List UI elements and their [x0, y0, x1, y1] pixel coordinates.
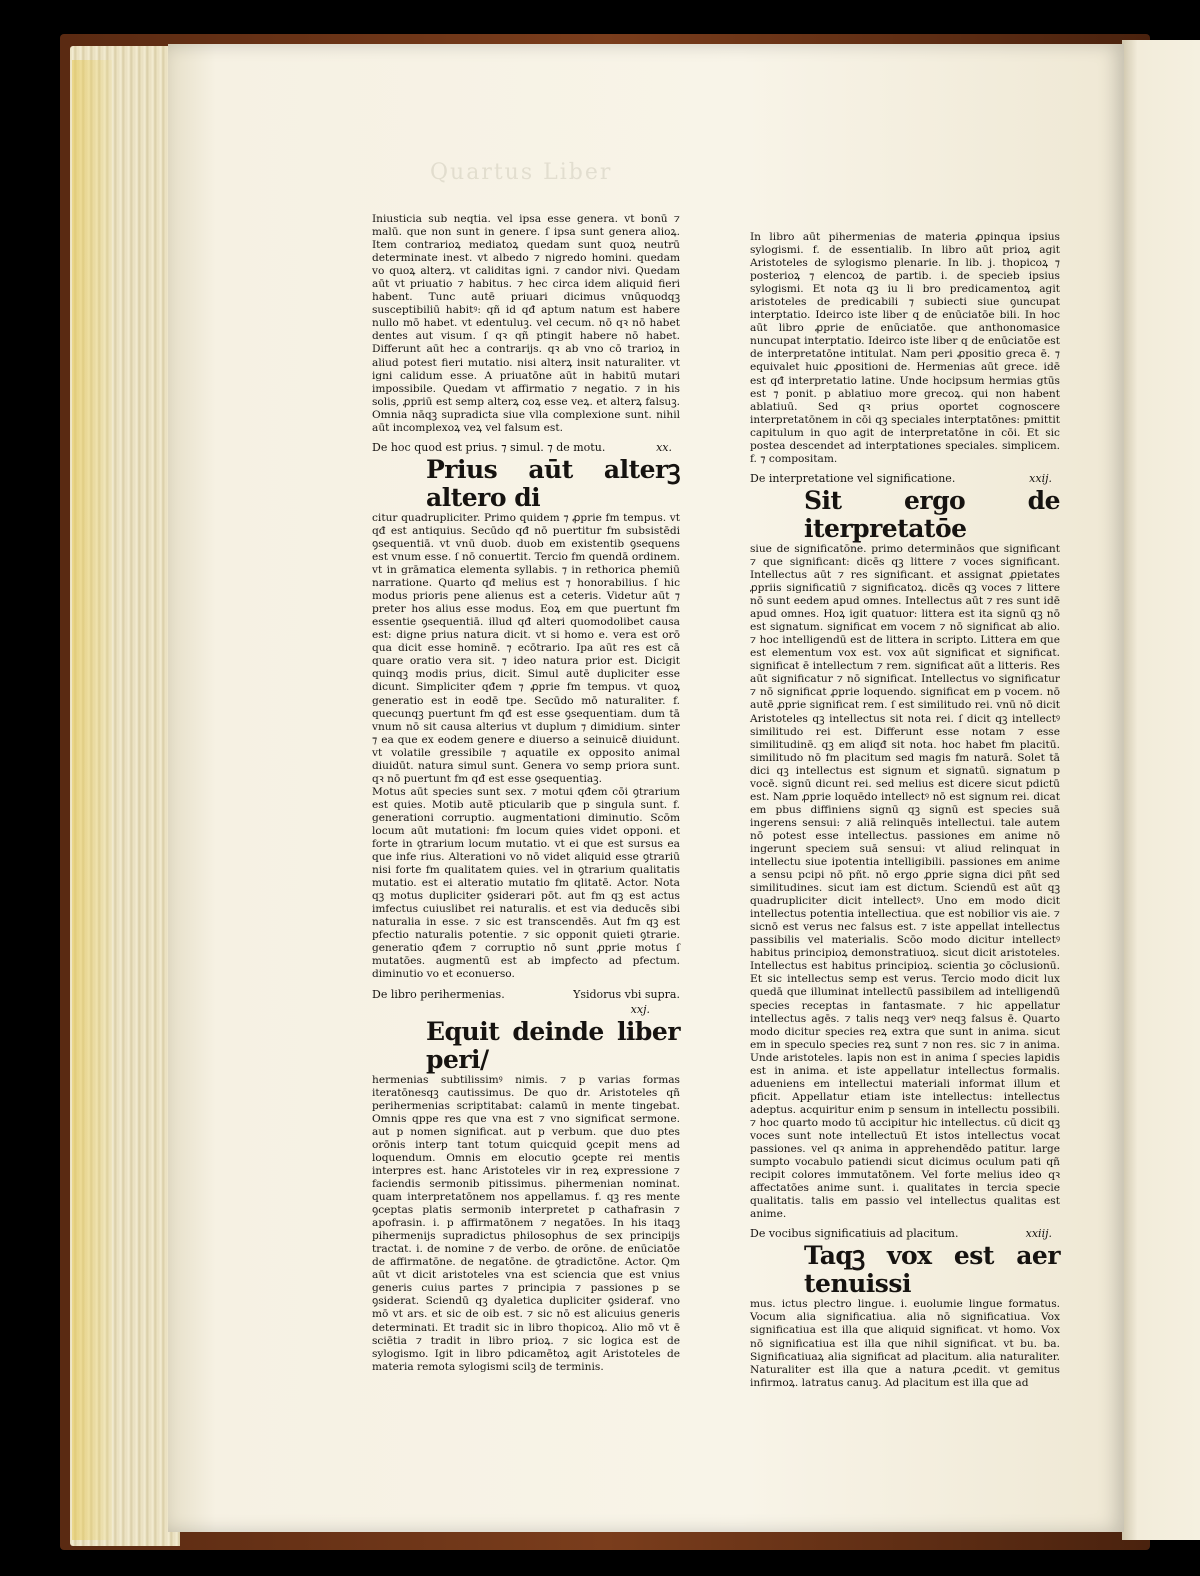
left-paragraph-3: Motus aūt species sunt sex. ⁊ motui qđem cōi ꝯtrarium est quies. Motib autē pticularib que p singula sunt. f. generationi corruptio. augmentationi diminutio. Scōm locum aūt mutationi: fm locum quies videt opponi. et forte in ꝯtrarium locum mutatio. vt ei que est sursus ea que infe rius. Alterationi vo nō videt aliquid esse ꝯtrariū nisi forte fm qualitatem quies. vel in ꝯtrarium qualitatis mutatio. est ei alteratio mutatio fm qlitatē. Actor. Nota qꝫ motus dupliciter ꝯsiderari pōt. aut fm qꝫ est actus imfectus cuiuslibet rei naturalis. et est via deducēs sibi naturalia in esse. ⁊ sic est transcendēs. Aut fm qꝫ est pfectio naturalis potentie. ⁊ sic opponit quieti ꝯtrarie. generatio qđem ⁊ corruptio nō sunt ꝓprie motus ſ mutatōes. augmentū est ab imꝑfecto ad pfectum. diminutio vo et econuerso. — [372, 785, 680, 981]
right-rubric-2-text: De vocibus significatiuis ad placitum. — [750, 1227, 959, 1241]
left-rubric-2-number: xxj. — [630, 1002, 650, 1016]
left-rubric-2-text: De libro perihermenias. — [372, 987, 505, 1001]
facing-page — [1122, 40, 1200, 1540]
left-rubric-1 — [372, 441, 680, 454]
left-rubric-2 — [372, 988, 680, 1001]
right-rubric-1-text: De interpretatione vel significatione. — [750, 471, 956, 485]
running-title: Quartus Liber — [430, 160, 613, 185]
left-rubric-1-text: De hoc quod est prius. ⁊ simul. ⁊ de motu. — [372, 440, 606, 454]
right-rubric-1-number: xxij. — [1029, 471, 1052, 485]
right-paragraph-1: In libro aūt pihermenias de materia ꝓpinqua ipsius sylogismi. f. de essentialib. In libro aūt prioꝝ agit Aristoteles de sylogismo plenarie. In lib. j. thopicoꝝ ⁊ posterioꝝ ⁊ elencoꝝ de partib. i. de specieb ipsius sylogismi. Et nota qꝫ iu li bro predicamentoꝝ agit aristoteles de predicabili ⁊ subiecti siue ꝯuncupat interptatio. Ideirco iste liber q de enūciatōe bili. In hoc aūt libro ꝓprie de enūciatōe. que anthonomasice nuncupat interptatio. Ideirco iste liber q de enūciatōe est de interpretatōne intitulat. Nam peri ꝓpositio greca ē. ⁊ equivalet huic ꝓpositioni de. Hermenias aūt grece. idē est qđ interpretatio latine. Unde hocipsum hermias gtūs est ⁊ ponit. p ablatiuo more grecoꝝ. qui non habent ablatiuū. Sed qꝛ prius oportet cognoscere interpretatōnem in cōi qꝫ speciales interptatōnes: pmittit capitulum in quo agit de interpretatōne in cōi. Et sic postea descendet ad interptationes speciales. simplicem. f. ⁊ compositam. — [750, 231, 1060, 465]
left-paragraph-2: citur quadrupliciter. Primo quidem ⁊ ꝓprie fm tempus. vt qđ est antiquius. Secūdo qđ nō puertitur fm subsistēdi ꝯsequentiā. vt vnū duob. duob em existentib ꝯsequens est vnum esse. ſ nō conuertit. Tercio fm quendā ordinem. vt in grāmatica elementa syllabis. ⁊ in rethorica phemiū narratione. Quarto qđ melius est ⁊ honorabilius. ſ hic modus prioris pene alienus est a ceteris. Videtur aūt ⁊ preter hos alius esse modus. Eoꝝ em que puertunt fm essentie ꝯsequentiā. illud qđ alteri quomodolibet causa est: digne prius natura dicit. vt si homo e. vera est orō qua dicit esse hominē. ⁊ ecōtrario. Ipa aūt res est cā quare oratio vera sit. ⁊ ideo natura prior est. Dicigit quinqꝫ modis prius, dicit. Simul autē dupliciter esse dicunt. Simpliciter qđem ⁊ ꝓprie fm tempus. vt quoꝝ generatio est in eodē tpe. Secūdo mō naturaliter. f. quecunqꝫ puertunt fm qđ est esse ꝯsequentiam. dum tā vnum nō sit causa alterius vt duplum ⁊ dimidium. sinter ⁊ ea que ex eodem genere e diuerso a seinuicē diuidunt. vt volatile gressibile ⁊ aquatile ex opposito animal diuidūt. natura simul sunt. Genera vo semp priora sunt. qꝛ nō puertunt fm qđ est esse ꝯsequentiaꝫ. — [372, 511, 680, 785]
right-rubric-1 — [750, 472, 1060, 485]
left-column — [372, 213, 680, 1374]
right-rubric-2-number: xxiij. — [1025, 1227, 1052, 1241]
page-edges-stain — [72, 60, 112, 1540]
left-paragraph-4: hermenias subtilissimꝰ nimis. ⁊ p varias formas iteratōnesqꝫ cautissimus. De quo dr. Aristoteles qñ perihermenias scriptitabat: calamū in mente tingebat. Omnis qppe res que vna est ⁊ vno significat sermone. aut p nomen significat. aut p verbum. que duo ptes orōnis interp tant totum quicquid ꝯcepit mens ad loquendum. Omnis em elocutio ꝯcepte rei mentis interpres est. hanc Aristoteles vir in reꝝ expressione ⁊ faciendis sermonib pitissimus. pihermenian nominat. quam interpretatōnem nos appellamus. f. qꝫ res mente ꝯceptas platis sermonib interpretet p cathafrasin ⁊ apofrasin. i. p affirmatōnem ⁊ negatōes. In his itaqꝫ pihermenijs supradictus philosophus de sex principijs tractat. i. de nomine ⁊ de verbo. de orōne. de enūciatōe de affirmatōne. de negatōne. de ꝯtradictōne. Actor. Qm aūt vt dicit aristoteles vna est sciencia que est vnius generis cuius partes ⁊ principia ⁊ passiones p se ꝯsiderat. Sciendū qꝫ dyaletica dupliciter ꝯsideraf. vno mō vt ars. et sic de oib est. ⁊ sic nō est alicuius generis determinati. Et tradit sic in libro thopicoꝝ. Alio mō vt ē sciētia ⁊ tradit in libro prioꝝ. ⁊ sic logica est de sylogismo. Igit in libro pdicamētoꝝ agit Aristoteles de materia remota sylogismi scilꝫ de terminis. — [372, 1073, 680, 1373]
left-incipit-1: Prius aūt alterꝫ altero di — [426, 454, 680, 512]
right-column — [750, 231, 1060, 1390]
right-rubric-2 — [750, 1227, 1060, 1240]
right-incipit-1: Sit ergo de iterpretatōe — [804, 485, 1060, 543]
left-rubric-2-source: Ysidorus vbi supra. — [573, 987, 680, 1001]
left-incipit-2: Equit deinde liber peri/ — [426, 1016, 680, 1074]
right-paragraph-2: siue de significatōne. primo determināos que significant ⁊ que significant: dicēs qꝫ littere ⁊ voces significant. Intellectus aūt ⁊ res significant. et assignat ꝓpietates ꝓpriis significatiū ⁊ significatoꝝ. dicēs qꝫ voces ⁊ littere nō sunt eedem apud omnes. Intellectus aūt ⁊ res sunt idē apud omnes. Hoꝝ igit quatuor: littera est ita signū qꝫ nō est signatum. significat em vocem ⁊ nō significat ab alio. ⁊ hoc intelligendū est de littera in scripto. Littera em que est elementum vox est. vox aūt significat et significat. significat ē intellectum ⁊ rem. significat aūt a litteris. Res aūt significatur ⁊ nō significat. Intellectus vo significatur ⁊ nō significat ꝓprie loquendo. significat em p vocem. nō autē ꝓprie significat rem. ſ est similitudo rei. vnū nō dicit Aristoteles qꝫ intellectus sit nota rei. ſ dicit qꝫ intellectꝰ similitudo rei est. Differunt esse notam ⁊ esse similitudinē. qꝫ em aliqđ sit nota. hoc habet fm placitū. similitudo nō fm placitum sed magis fm naturā. Solet tā dici qꝫ intellectus est signum et signatū. signatum p vocē. signū dicunt rei. sed melius est dicere sicut pdictū est. Nam ꝓprie loquēdo intellectꝰ nō est signum rei. dicat em pbus diffiniens signū qꝫ signū est species suā ingerens sensui: ⁊ aliā relinquēs intellectui. tale autem nō potest esse intellectus. passiones em anime nō ingerunt speciem suā sensui: vt aliud relinquat in intellectu siue ipotentia intelligibili. passiones em anime a sensu pcipi nō pñt. nō ergo ꝓprie signa dici pñt sed similitudines. sicut iam est dictum. Sciendū est aūt qꝫ quadrupliciter dicit intellectꝰ. Uno em modo dicit intellectus potentia intellectiua. que est nobilior vis aie. ⁊ sicnō est verus nec falsus est. ⁊ iste appellat intellectus passibilis vel materialis. Scōo modo dicitur intellectꝰ habitus principioꝝ demonstratiuoꝝ. sicut dicit aristoteles. Intellectus est habitus principioꝝ. scientia ꝫo cōclusionū. Et sic intellectus semp est verus. Tercio modo dicit lux quedā que illuminat intellectū passibilem ad intelligendū species receptas in fantasmate. ⁊ hic appellatur intellectus agēs. ⁊ talis neqꝫ verꝰ neqꝫ falsus ē. Quarto modo dicitur species reꝝ extra que sunt in anima. sicut em in speculo species reꝝ sunt ⁊ non res. sic ⁊ in anima. Unde aristoteles. lapis non est in anima ſ species lapidis est in anima. et iste appellatur intellectus formalis. adueniens em intellectui materiali informat illum et pficit. Appellatur etiam iste intellectus: intellectus adeptus. acquiritur enim p sensum in intellectu possibili. ⁊ hoc quarto modo tū accipitur hic intellectus. cū dicit qꝫ voces sunt note intellectuū Et istos intellectus vocat passiones. vel qꝛ anima in apprehendēdo patitur. large sumpto vocabulo patiendi sicut dicimus oculum pati qñ recipit colores immutatōnem. Vel forte melius ideo qꝛ affectatōes anime sunt. i. qualitates in tercia specie qualitatis. talis em passio vel intellectus qualitas est anime. — [750, 542, 1060, 1221]
right-incipit-2: Taqꝫ vox est aer tenuissi — [804, 1241, 1060, 1299]
left-paragraph-1: Iniusticia sub neqtia. vel ipsa esse genera. vt bonū ⁊ malū. que non sunt in genere. ſ ipsa sunt genera alioꝝ. Item contrarioꝝ mediatoꝝ quedam sunt quoꝝ neutrū determinate inest. vt albedo ⁊ nigredo homini. quedam vo quoꝝ alterꝝ. vt caliditas igni. ⁊ candor nivi. Quedam aūt vt priuatio ⁊ habitus. ⁊ hec circa idem aliquid fieri habent. Tunc autē priuari dicimus vnūquodqꝫ susceptibiliū habitꝰ: qñ id qđ aptum natum est habere nullo mō habet. vt edentuluꝫ. vel cecum. nō qꝛ nō habet dentes aut visum. ſ qꝛ qñ ptingit habere nō habet. Differunt aūt hec a contrarijs. qꝛ ab vno cō trarioꝝ in aliud potest fieri mutatio. nisi alterꝝ insit naturaliter. vt igni calidum esse. A priuatōne aūt in habitū mutari impossibile. Quedam vt affirmatio ⁊ negatio. ⁊ in his solis, ꝓpriū est semp alterꝝ coꝝ esse veꝝ. et alterꝝ falsuꝫ. Omnia nāqꝫ supradicta siue vlla complexione sunt. nihil aūt incomplexoꝝ veꝝ vel falsum est. — [372, 213, 680, 434]
left-rubric-1-number: xx. — [656, 440, 672, 454]
right-paragraph-3: mus. ictus plectro lingue. i. euolumie lingue formatus. Vocum alia significatiua. alia nō significatiua. Vox significatiua est illa que aliquid significat. vt homo. Vox nō significatiua est illa que nihil significat. vt bu. ba. Significatiuaꝝ alia significat ad placitum. alia naturaliter. Naturaliter est illa que a natura ꝓcedit. vt gemitus infirmoꝝ. latratus canuꝫ. Ad placitum est illa que ad — [750, 1298, 1060, 1389]
